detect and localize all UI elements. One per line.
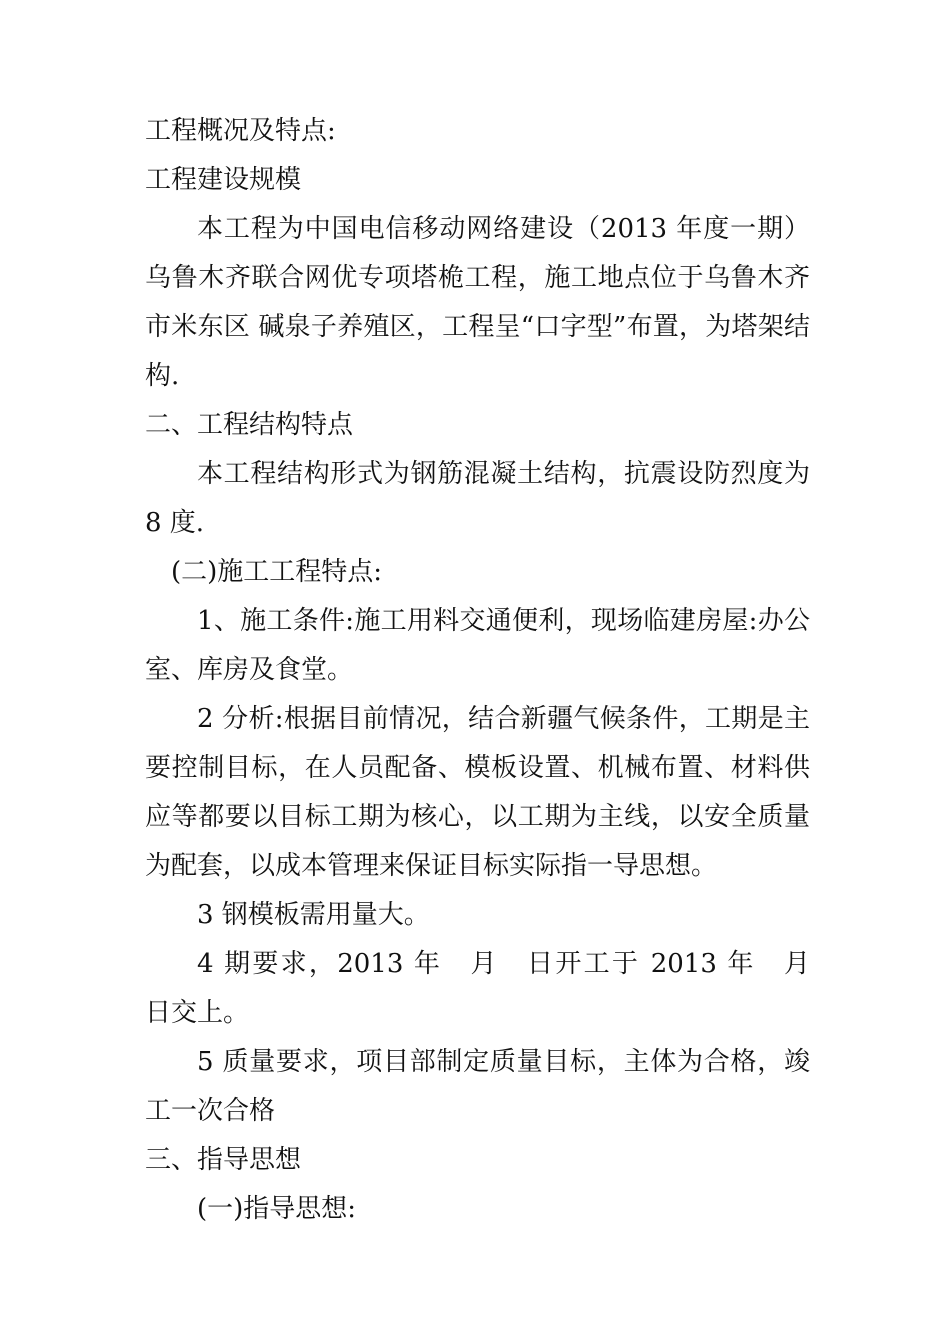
list-item-2: 2 分析:根据目前情况，结合新疆气候条件，工期是主要控制目标，在人员配备、模板设置、机械布置、材料供应等都要以目标工期为核心，以工期为主线，以安全质量为配套，以成本管理来保证目标实际指一导思想。 — [145, 704, 810, 881]
paragraph-structure: 本工程结构形式为钢筋混凝土结构，抗震设防烈度为 8 度. — [145, 459, 810, 538]
heading-guiding: 三、指导思想 — [145, 1145, 302, 1175]
heading-structure: 二、工程结构特点 — [145, 410, 354, 440]
heading-construction: (二)施工工程特点: — [171, 557, 383, 587]
list-item-5: 5 质量要求，项目部制定质量目标，主体为合格，竣工一次合格 — [145, 1047, 810, 1126]
heading-overview: 工程概况及特点: — [145, 116, 336, 146]
list-item-3: 3 钢模板需用量大。 — [197, 900, 430, 930]
heading-guiding-sub: (一)指导思想: — [197, 1194, 357, 1224]
paragraph-scale: 本工程为中国电信移动网络建设（2013 年度一期）乌鲁木齐联合网优专项塔桅工程，施工地点位于乌鲁木齐市米东区 碱泉子养殖区，工程呈“口字型”布置，为塔架结构. — [145, 214, 810, 391]
document-body — [145, 107, 837, 1234]
list-item-1: 1、施工条件:施工用料交通便利，现场临建房屋:办公室、库房及食堂。 — [145, 606, 810, 685]
heading-scale: 工程建设规模 — [145, 165, 302, 195]
list-item-4: 4 期要求，2013 年 月 日开工于 2013 年 月 日交上。 — [145, 949, 837, 1028]
